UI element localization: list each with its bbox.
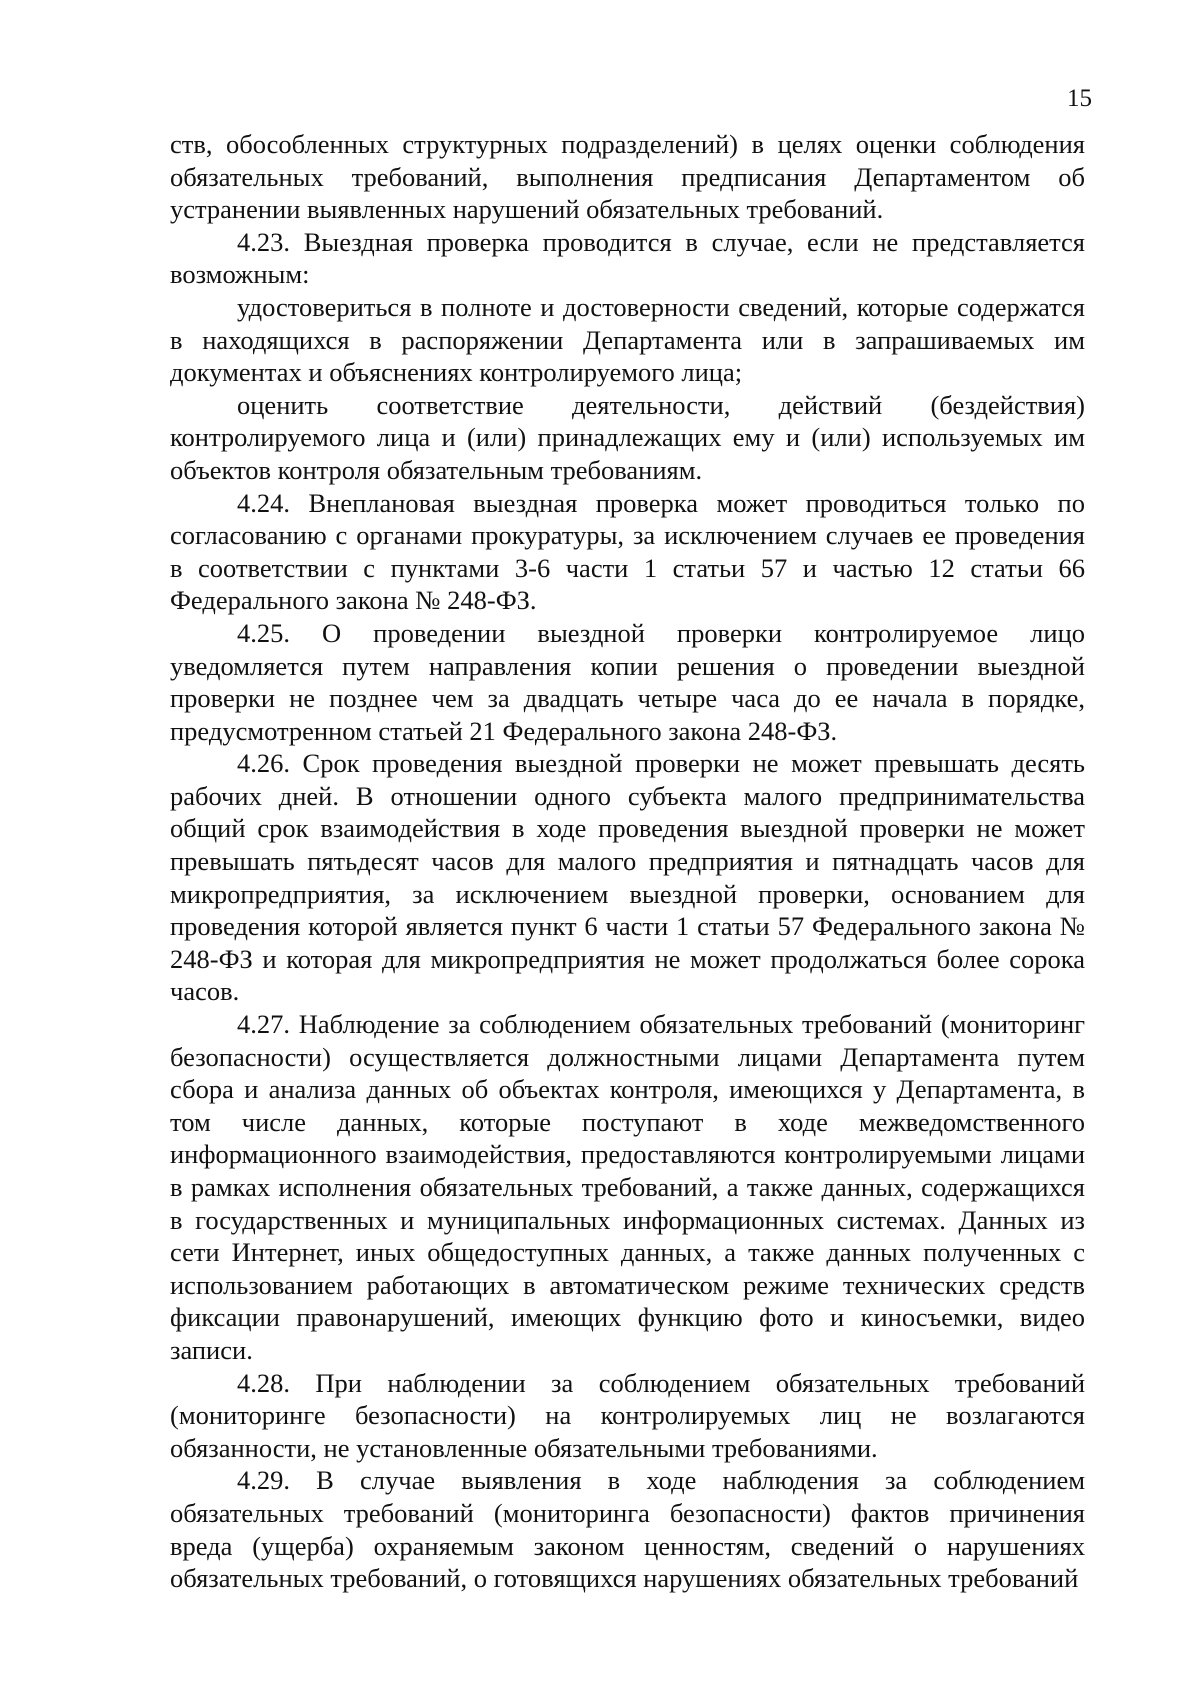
paragraph-4-23: 4.23. Выездная проверка проводится в случае, если не представляется возможным: bbox=[170, 226, 1085, 290]
paragraph-4-24: 4.24. Внеплановая выездная проверка может проводиться только по согласованию с органами прокуратуры, за исключением случаев ее проведения в соответствии с пунктами 3-6 части 1 статьи 57 и частью 12 статьи 66 Федерального закона № 248-ФЗ. bbox=[170, 487, 1085, 616]
paragraph-4-25: 4.25. О проведении выездной проверки контролируемое лицо уведомляется путем направления копии решения о проведении выездной проверки не позднее чем за двадцать четыре часа до ее начала в порядке, предусмотренном статьей 21 Федерального закона 248-ФЗ. bbox=[170, 617, 1085, 746]
paragraph-continuation: ств, обособленных структурных подразделений) в целях оценки соблюдения обязательных требований, выполнения предписания Департаментом об устранении выявленных нарушений обязательных требований. bbox=[170, 129, 1085, 225]
paragraph-4-27: 4.27. Наблюдение за соблюдением обязательных требований (мониторинг безопасности) осуществляется должностными лицами Департамента путем сбора и анализа данных об объектах контроля, имеющихся у Департамента, в том числе данных, которые поступают в ходе межведомственного информационного взаимодействия, предоставляются контролируемыми лицами в рамках исполнения обязательных требований, а также данных, содержащихся в государственных и муниципальных информационных системах. Данных из сети Интернет, иных общедоступных данных, а также данных полученных с использованием работающих в автоматическом режиме технических средств фиксации правонарушений, имеющих функцию фото и киносъемки, видео записи. bbox=[170, 1009, 1085, 1365]
paragraph-4-23-item-2: оценить соответствие деятельности, действий (бездействия) контролируемого лица и (или) принадлежащих ему и (или) используемых им объектов контроля обязательным требованиям. bbox=[170, 389, 1085, 485]
page-number: 15 bbox=[1067, 85, 1092, 112]
paragraph-4-23-item-1: удостовериться в полноте и достоверности сведений, которые содержатся в находящихся в распоряжении Департамента или в запрашиваемых им документах и объяснениях контролируемого лица; bbox=[170, 291, 1085, 388]
document-body bbox=[170, 128, 1085, 1595]
paragraph-4-28: 4.28. При наблюдении за соблюдением обязательных требований (мониторинге безопасности) на контролируемых лиц не возлагаются обязанности, не установленные обязательными требованиями. bbox=[170, 1367, 1085, 1463]
paragraph-4-29: 4.29. В случае выявления в ходе наблюдения за соблюдением обязательных требований (мониторинга безопасности) фактов причинения вреда (ущерба) охраняемым законом ценностям, сведений о нарушениях обязательных требований, о готовящихся нарушениях обязательных требований bbox=[170, 1465, 1085, 1594]
paragraph-4-26: 4.26. Срок проведения выездной проверки не может превышать десять рабочих дней. В отношении одного субъекта малого предпринимательства общий срок взаимодействия в ходе проведения выездной проверки не может превышать пятьдесят часов для малого предприятия и пятнадцать часов для микропредприятия, за исключением выездной проверки, основанием для проведения которой является пункт 6 части 1 статьи 57 Федерального закона № 248-ФЗ и которая для микропредприятия не может продолжаться более сорока часов. bbox=[170, 748, 1085, 1007]
